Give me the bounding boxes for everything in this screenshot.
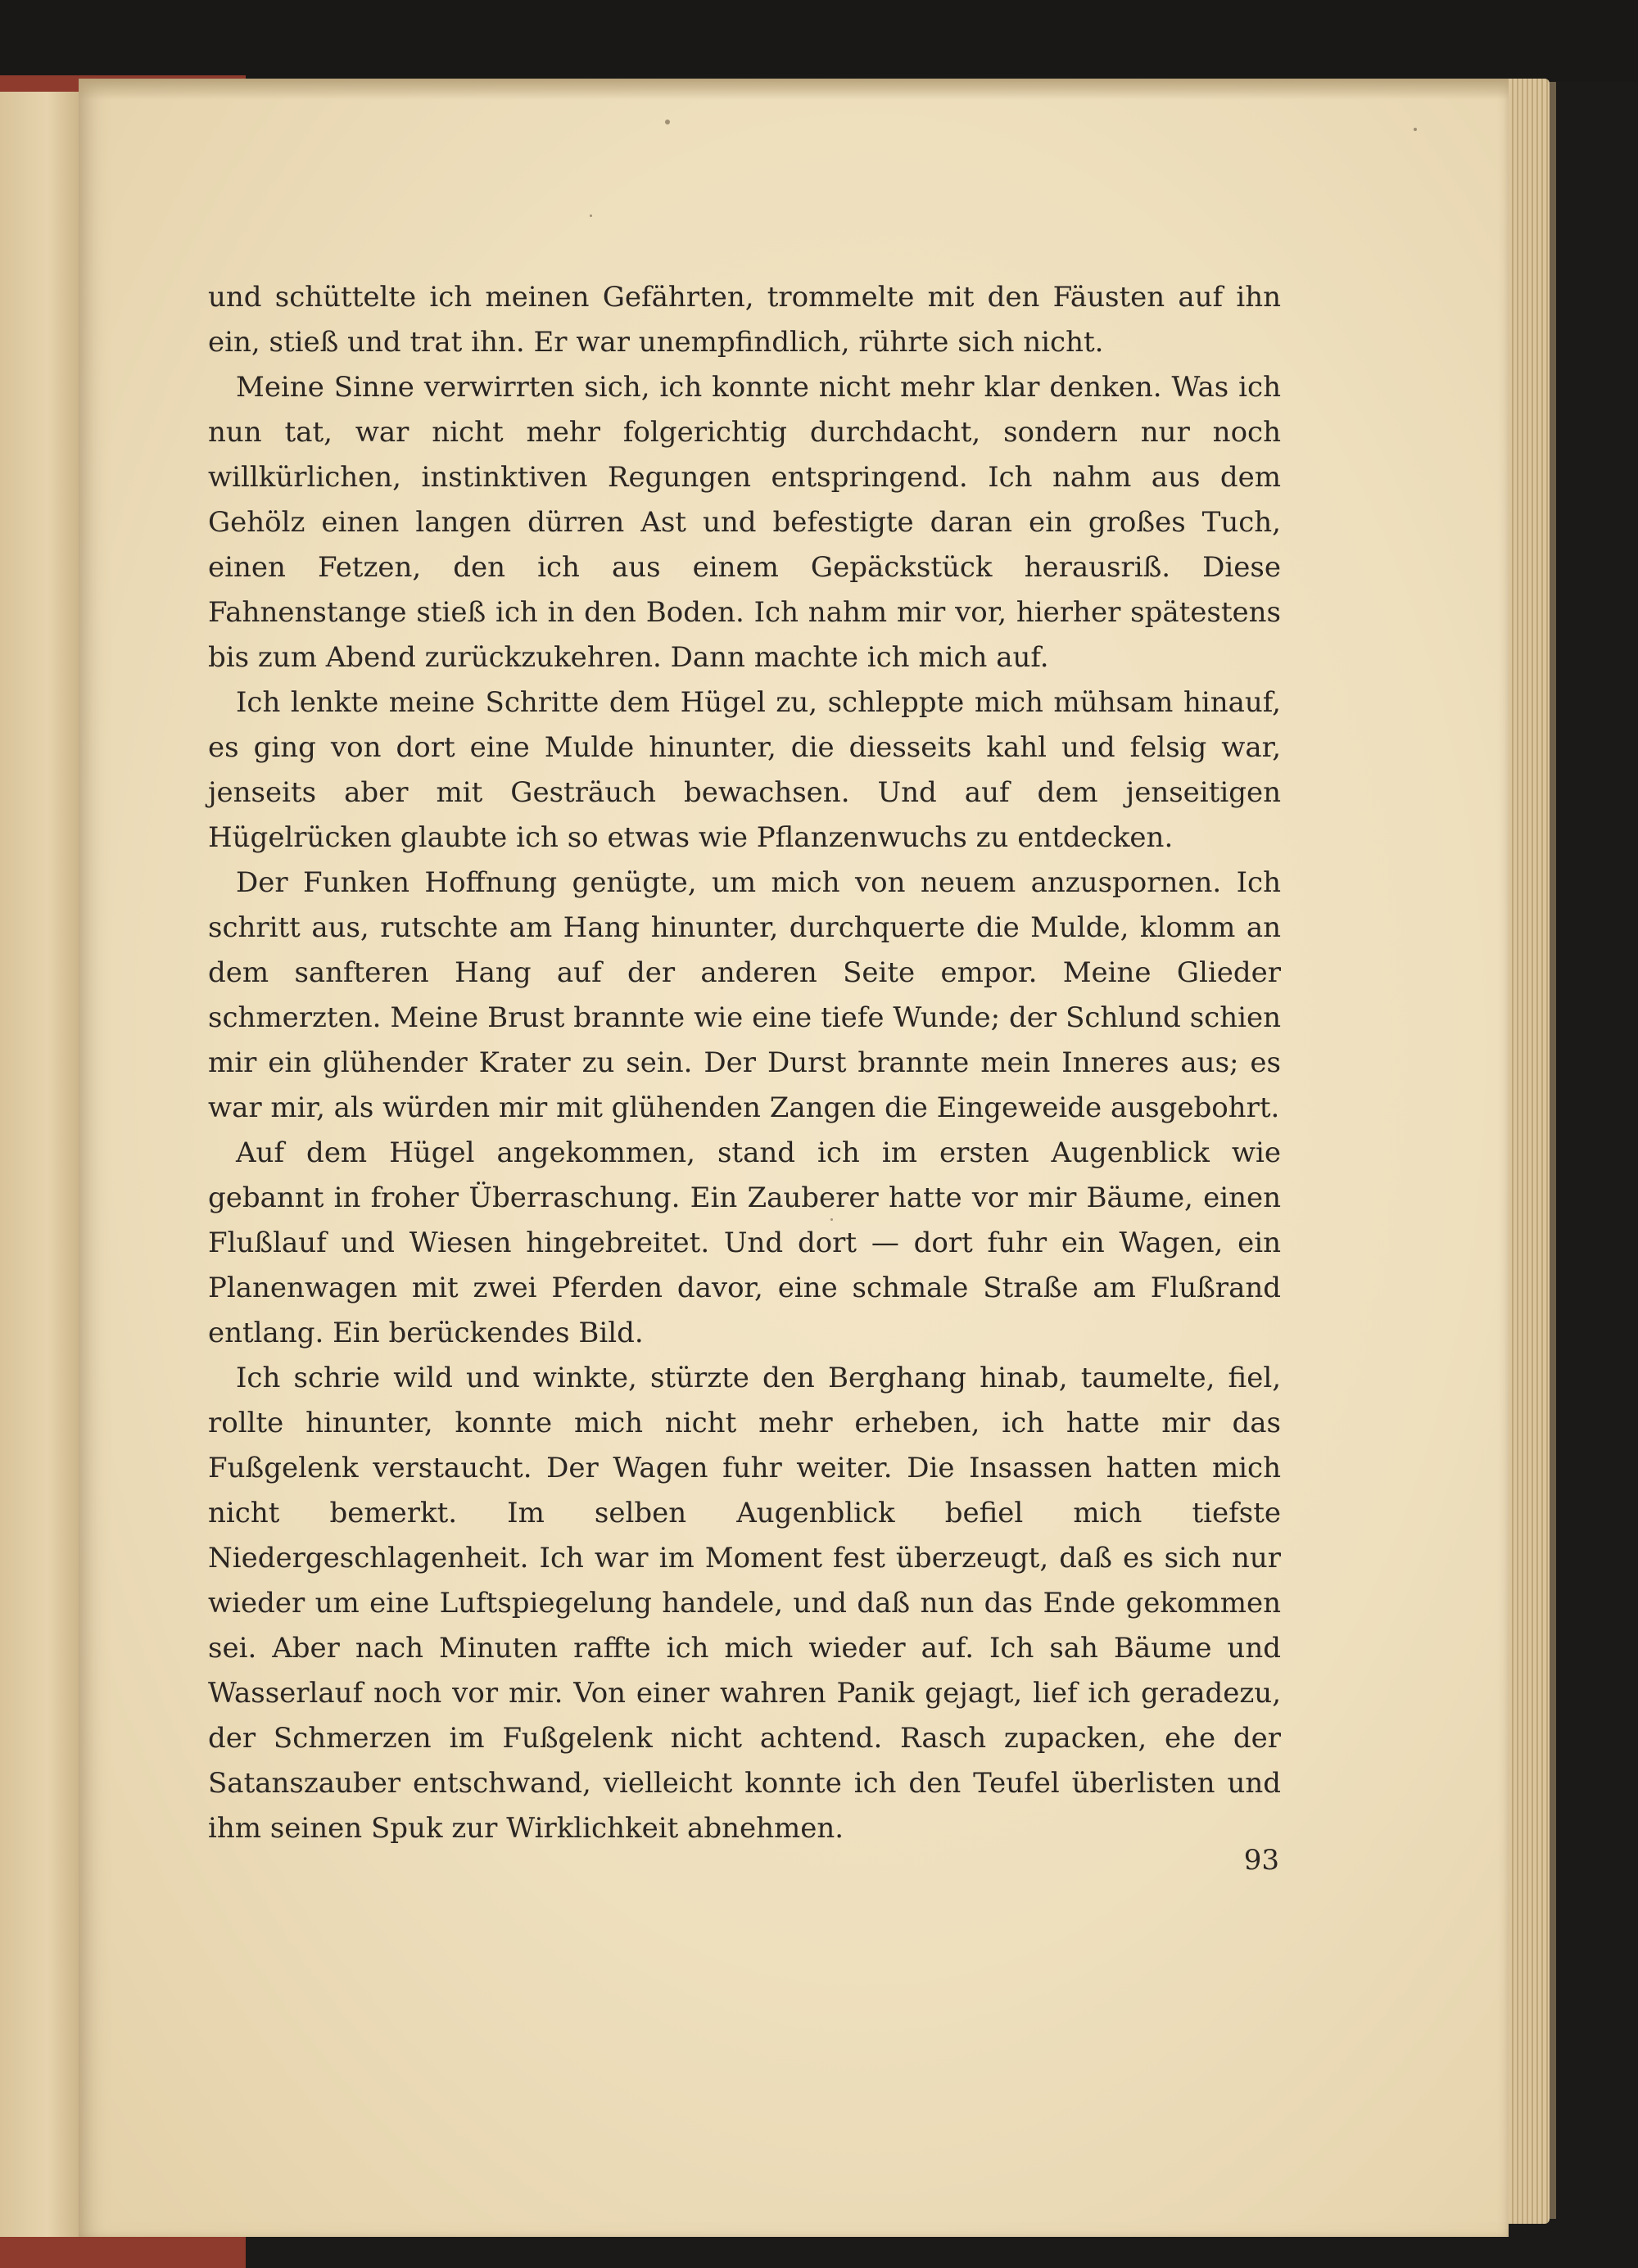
body-text [208, 275, 1281, 1851]
page-number: 93 [1243, 1844, 1279, 1877]
paper-speck [665, 120, 670, 124]
paragraph-6: Ich schrie wild und winkte, stürzte den Berghang hinab, taumelte, fiel, rollte hinunter, konnte mich nicht mehr erheben, ich hatte mir das Fußgelenk verstaucht. Der Wagen fuhr weiter. Die Insassen hatten mich nicht bemerkt. Im selben Augenblick befiel mich tiefste Niedergeschlagenheit. Ich war im Moment fest überzeugt, daß es sich nur wieder um eine Luftspiegelung handele, und daß nun das Ende gekommen sei. Aber nach Minuten raffte ich mich wieder auf. Ich sah Bäume und Wasserlauf noch vor mir. Von einer wahren Panik gejagt, lief ich geradezu, der Schmerzen im Fußgelenk nicht achtend. Rasch zupacken, ehe der Satanszauber entschwand, vielleicht konnte ich den Teufel überlisten und ihm seinen Spuk zur Wirklichkeit abnehmen. [208, 1362, 1281, 1845]
paragraph-5: Auf dem Hügel angekommen, stand ich im ersten Augenblick wie gebannt in froher Überraschung. Ein Zauberer hatte vor mir Bäume, einen Flußlauf und Wiesen hingebreitet. Und dort — dort fuhr ein Wagen, ein Planenwagen mit zwei Pferden davor, eine schmale Straße am Flußrand entlang. Ein berückendes Bild. [208, 1136, 1281, 1349]
paragraph-3: Ich lenkte meine Schritte dem Hügel zu, schleppte mich mühsam hinauf, es ging von dort eine Mulde hinunter, die diesseits kahl und felsig war, jenseits aber mit Gesträuch bewachsen. Und auf dem jenseitigen Hügelrücken glaubte ich so etwas wie Pflanzenwuchs zu entdecken. [208, 686, 1281, 854]
paragraph-1: und schüttelte ich meinen Gefährten, trommelte mit den Fäusten auf ihn ein, stieß und trat ihn. Er war unempfindlich, rührte sich nicht. [208, 281, 1281, 359]
page-top-shadow [79, 79, 1509, 100]
paragraph-2: Meine Sinne verwirrten sich, ich konnte nicht mehr klar denken. Was ich nun tat, war nicht mehr folgerichtig durchdacht, sondern nur noch willkürlichen, instinktiven Regungen entspringend. Ich nahm aus dem Gehölz einen langen dürren Ast und befestigte daran ein großes Tuch, einen Fetzen, den ich aus einem Gepäckstück herausriß. Diese Fahnenstange stieß ich in den Boden. Ich nahm mir vor, hierher spätestens bis zum Abend zurückzukehren. Dann machte ich mich auf. [208, 371, 1281, 674]
left-page-edge [0, 92, 80, 2237]
paragraph-4: Der Funken Hoffnung genügte, um mich von neuem anzuspornen. Ich schritt aus, rutschte am Hang hinunter, durchquerte die Mulde, klomm an dem sanfteren Hang auf der anderen Seite empor. Meine Glieder schmerzten. Meine Brust brannte wie eine tiefe Wunde; der Schlund schien mir ein glühender Krater zu sein. Der Durst brannte mein Inneres aus; es war mir, als würden mir mit glühenden Zangen die Eingeweide ausgebohrt. [208, 866, 1281, 1124]
paper-speck [590, 215, 592, 217]
scan-background [0, 0, 1638, 82]
paper-speck [1414, 128, 1417, 131]
